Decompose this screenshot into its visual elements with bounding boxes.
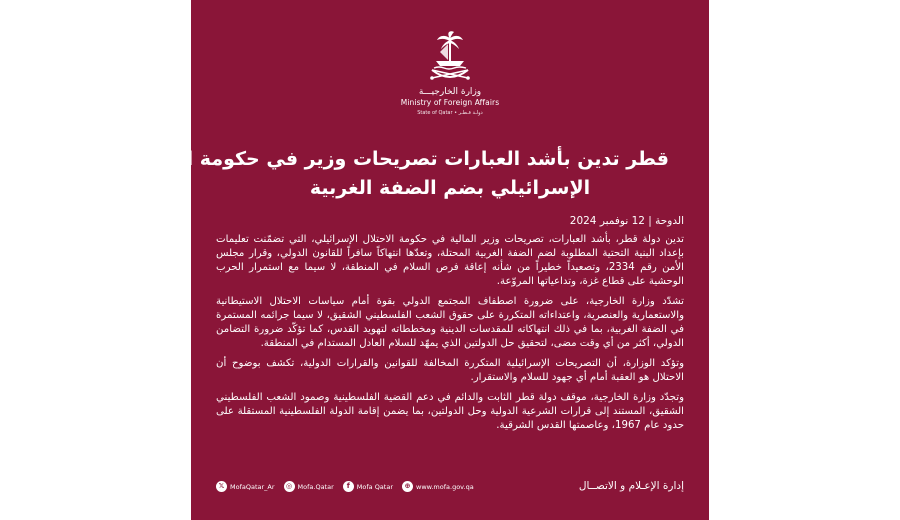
ministry-logo bbox=[191, 30, 709, 82]
left-margin bbox=[0, 0, 191, 520]
right-margin bbox=[709, 0, 900, 520]
state-of-qatar-line: State of Qatar • دولـة قـطـر bbox=[417, 110, 483, 116]
statement-headline bbox=[120, 145, 669, 203]
facebook-icon: f bbox=[343, 481, 354, 492]
ministry-name-arabic: وزارة الخارجيـــة bbox=[418, 87, 482, 97]
paragraph: وتؤكد الوزارة، أن التصريحات الإسرائيلية المتكررة المخالفة للقوانين والقرارات الدولية، تكشف بوضوح أن الاحتلال هو العقبة أمام أي جهود للسلام والاستقرار. bbox=[216, 358, 684, 383]
statement-card bbox=[120, 0, 709, 520]
footer bbox=[216, 478, 684, 498]
dateline: الدوحة | 12 نوفمبر 2024 bbox=[569, 215, 684, 227]
headline-line-2: الإسرائيلي بضم الضفة الغربية bbox=[309, 177, 591, 199]
social-facebook[interactable] bbox=[343, 481, 393, 492]
social-instagram[interactable] bbox=[284, 481, 334, 492]
headline-line-1: قطر تدين بأشد العبارات تصريحات وزير في حكومة الاحتلال bbox=[120, 148, 669, 170]
social-website[interactable] bbox=[402, 481, 474, 492]
web-icon: ⊕ bbox=[402, 481, 413, 492]
social-label: Mofa Qatar bbox=[356, 482, 393, 491]
media-department: إدارة الإعـلام و الاتصــال bbox=[578, 480, 684, 492]
social-label: MofaQatar_Ar bbox=[230, 482, 275, 491]
paragraph: تشدّد وزارة الخارجية، على ضرورة اصطفاف المجتمع الدولي بقوة أمام سياسات الاحتلال الاستيطانية والاستعمارية والعنصرية، واعتداءاته المتكررة على حقوق الشعب الفلسطيني الشقيق، لا سيما جرائمه المستمرة في الضفة الغربية، بما في ذلك انتهاكاته للمقدسات الدينية ومخططاته لتهويد القدس، كما تؤكّد ضرورة التضامن الدولي، أكثر من أي وقت مضى، لتحقيق حل الدولتين الذي يمهّد للسلام العادل المستدام في المنطقة. bbox=[216, 296, 684, 349]
social-label: Mofa.Qatar bbox=[297, 482, 334, 491]
social-x[interactable] bbox=[216, 481, 275, 492]
statement-body bbox=[216, 214, 684, 439]
paragraph: وتجدّد وزارة الخارجية، موقف دولة قطر الثابت والدائم في دعم القضية الفلسطينية وصمود الشعب الفلسطيني الشقيق، المستند إلى قرارات الشرعية الدولية وحل الدولتين، بما يضمن إقامة الدولة الفلسطينية المستقلة على حدود عام 1967، وعاصمتها القدس الشرقية. bbox=[216, 392, 684, 431]
emblem-icon bbox=[428, 30, 472, 82]
x-icon: 𝕏 bbox=[216, 481, 227, 492]
social-label: www.mofa.gov.qa bbox=[416, 482, 474, 491]
ministry-name-english: Ministry of Foreign Affairs bbox=[400, 98, 500, 107]
paragraph: تدين دولة قطر، بأشد العبارات، تصريحات وزير المالية في حكومة الاحتلال الإسرائيلي، التي تضمّنت تعليمات بإعداد البنية التحتية المطلوبة لضم الضفة الغربية المحتلة، وتعدّها انتهاكاً سافراً للقانون الدولي، وقرار مجلس الأمن رقم 2334، وتصعيداً خطيراً من شأنه إعاقة فرص السلام في المنطقة، لا سيما مع استمرار الحرب الوحشية على قطاع غزة، وتداعياتها المروّعة. bbox=[216, 234, 684, 287]
instagram-icon: ◎ bbox=[284, 481, 295, 492]
social-links bbox=[216, 481, 474, 492]
